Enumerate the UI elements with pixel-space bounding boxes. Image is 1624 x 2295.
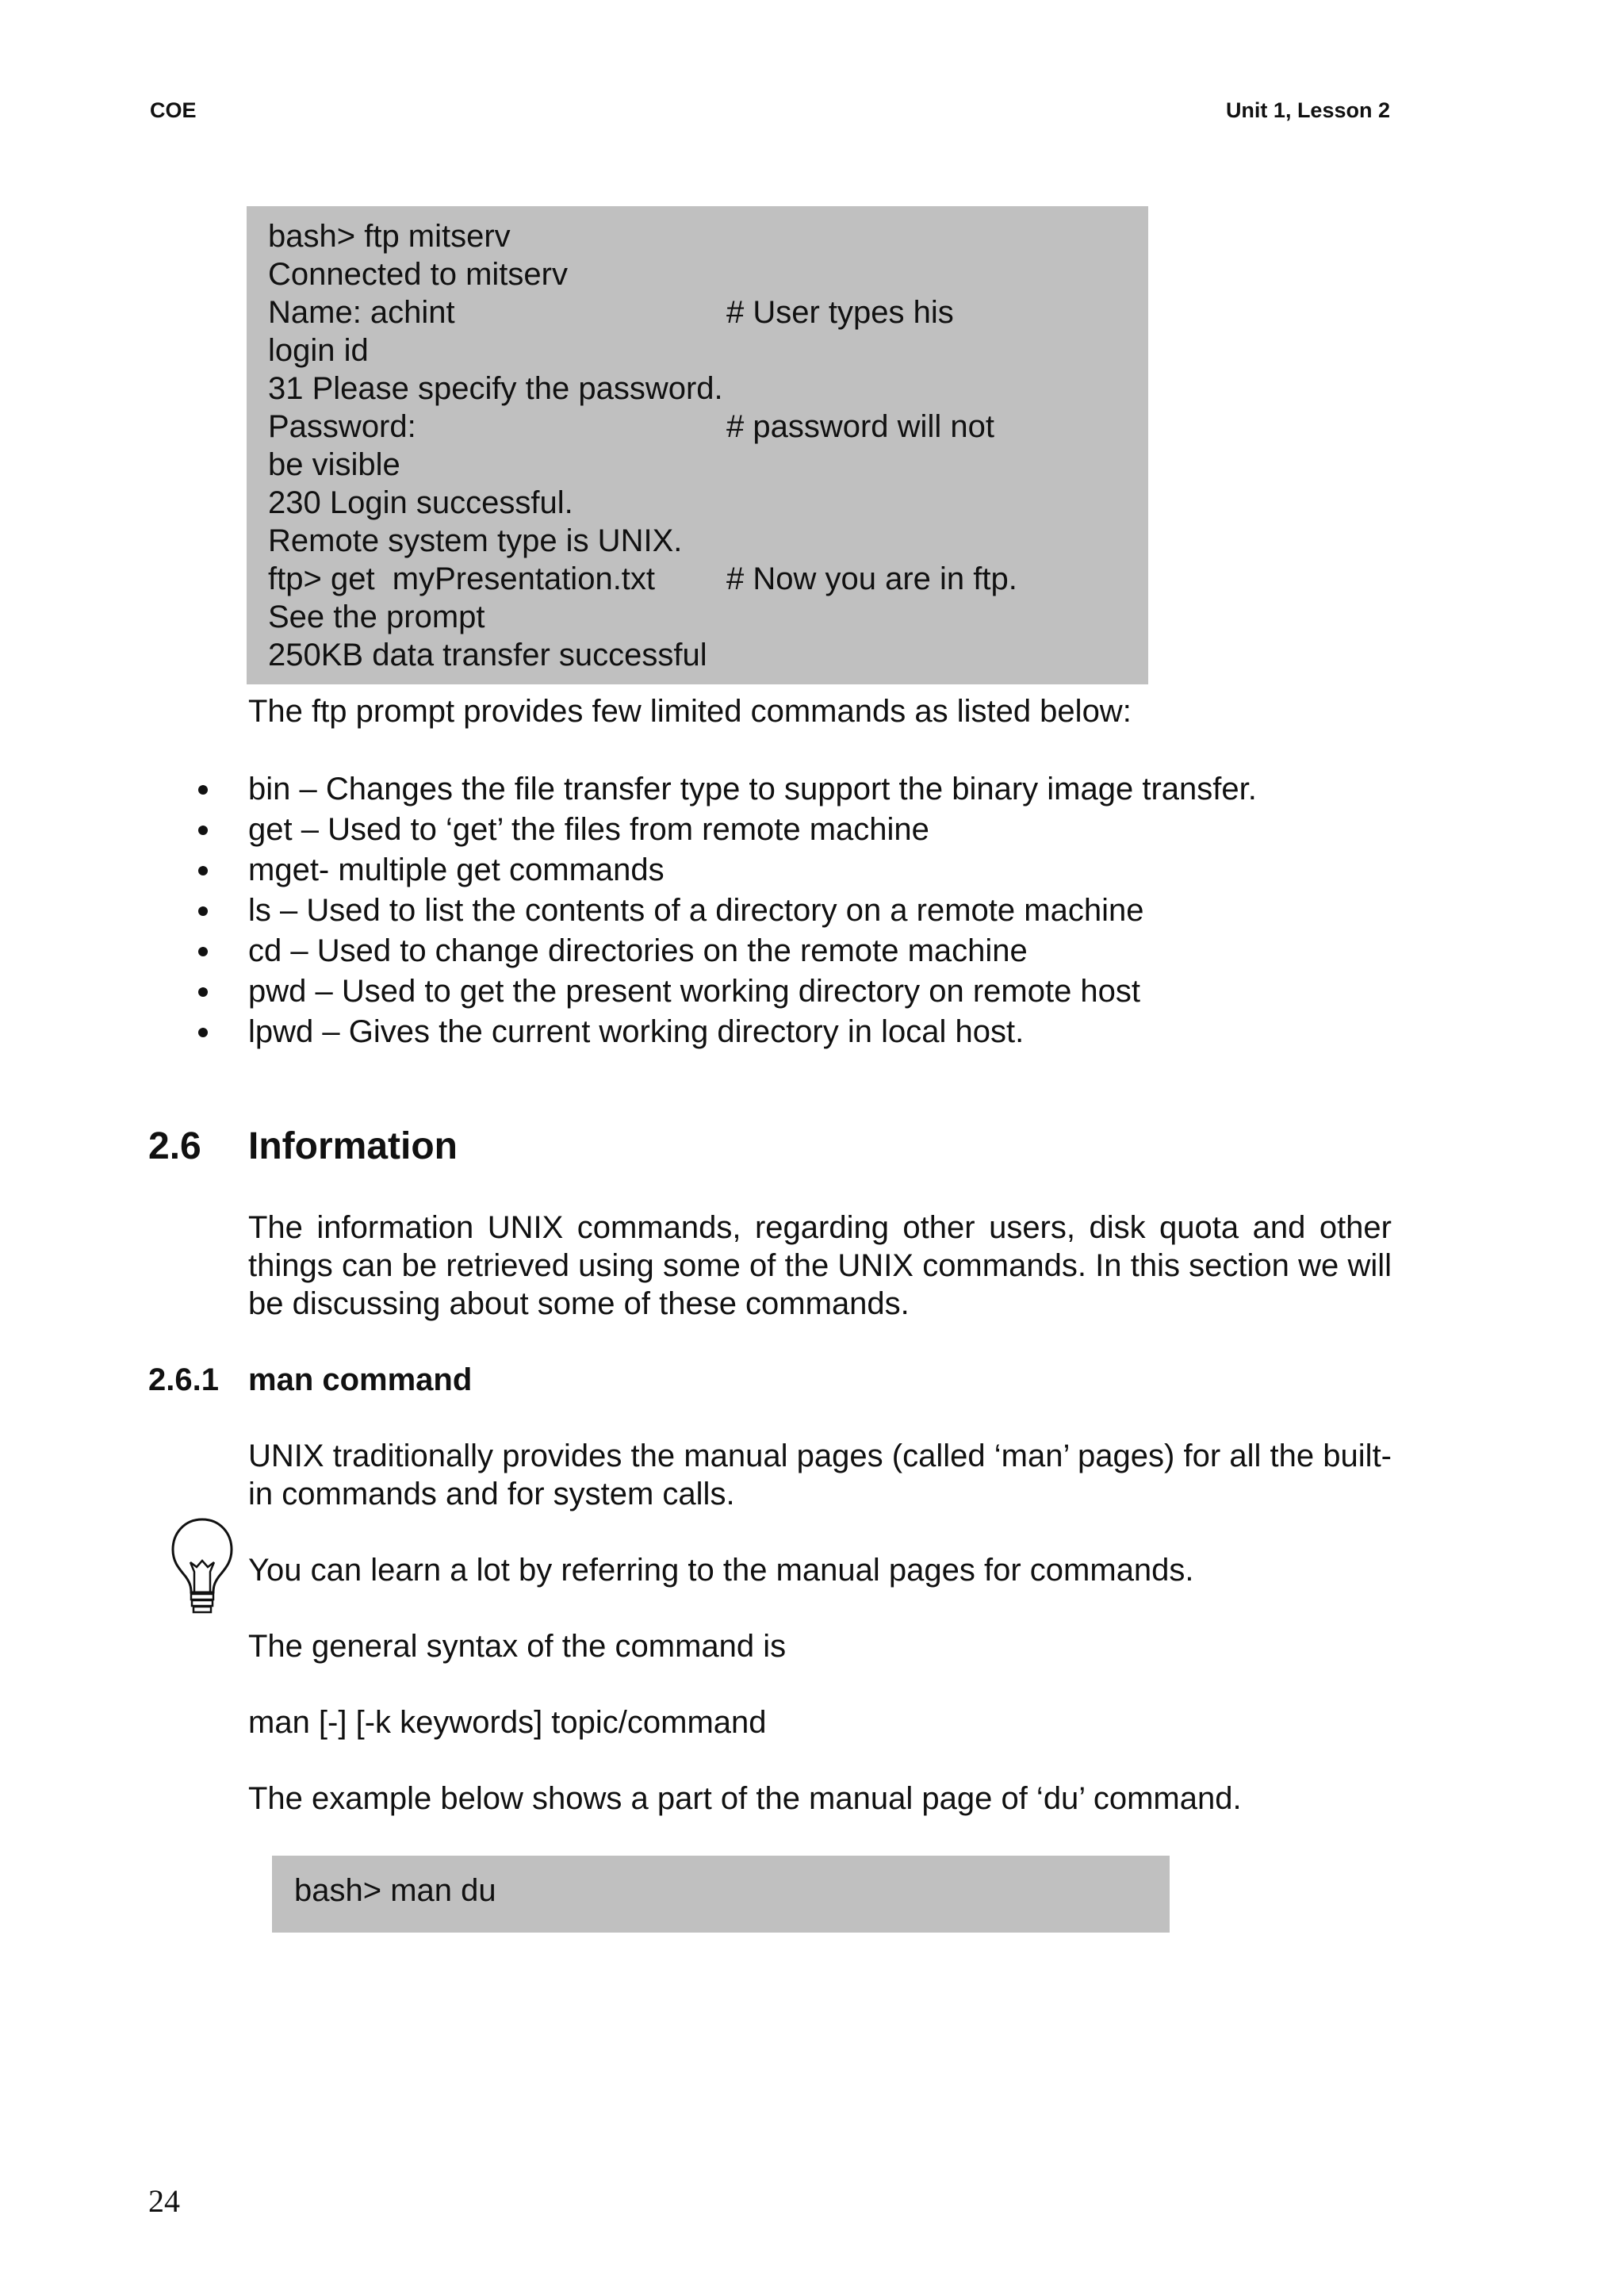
ftp-line-code: 250KB data transfer successful xyxy=(268,638,707,672)
bullet-icon xyxy=(198,906,208,916)
ftp-line xyxy=(268,484,1148,522)
example-intro: The example below shows a part of the manual page of ‘du’ command. xyxy=(248,1781,1242,1816)
ftp-command-item xyxy=(198,850,1257,891)
bullet-icon xyxy=(198,987,208,997)
ftp-line-code: 31 Please specify the password. xyxy=(268,371,723,406)
bullet-icon xyxy=(198,785,208,795)
tip-text: You can learn a lot by referring to the manual pages for commands. xyxy=(248,1553,1194,1588)
ftp-line-code: bash> ftp mitserv xyxy=(268,219,511,254)
ftp-intro-text: The ftp prompt provides few limited commands as listed below: xyxy=(248,694,1132,729)
ftp-command-text: get – Used to ‘get’ the files from remote machine xyxy=(248,812,929,847)
ftp-command-item xyxy=(198,931,1257,971)
man-description: UNIX traditionally provides the manual pages (called ‘man’ pages) for all the built-in commands and for system calls. xyxy=(248,1439,1392,1511)
ftp-line xyxy=(268,408,1148,446)
ftp-command-item xyxy=(198,971,1257,1012)
syntax-line: man [-] [-k keywords] topic/command xyxy=(248,1705,767,1740)
syntax-intro: The general syntax of the command is xyxy=(248,1629,787,1664)
header-right: Unit 1, Lesson 2 xyxy=(1225,98,1390,122)
ftp-line xyxy=(268,331,1148,370)
ftp-line-comment: # Now you are in ftp. xyxy=(726,561,1017,596)
ftp-line-code: See the prompt xyxy=(268,600,485,634)
ftp-line xyxy=(268,636,1148,674)
ftp-line-code: Password: xyxy=(268,409,416,444)
subsection-title: man command xyxy=(248,1362,473,1397)
ftp-line xyxy=(268,370,1148,408)
ftp-line xyxy=(268,560,1148,598)
section-title: Information xyxy=(248,1125,458,1167)
ftp-line xyxy=(268,522,1148,560)
ftp-command-item xyxy=(198,810,1257,850)
header-left: COE xyxy=(150,98,197,122)
man-example-box xyxy=(272,1856,1170,1933)
ftp-command-text: mget- multiple get commands xyxy=(248,852,665,887)
subsection-number: 2.6.1 xyxy=(148,1362,219,1397)
ftp-line-code: be visible xyxy=(268,447,400,482)
ftp-command-text: pwd – Used to get the present working directory on remote host xyxy=(248,974,1141,1009)
ftp-command-list xyxy=(198,769,1257,1052)
ftp-line-code: Connected to mitserv xyxy=(268,257,568,292)
ftp-line-comment: # password will not xyxy=(726,409,994,444)
ftp-command-text: ls – Used to list the contents of a directory on a remote machine xyxy=(248,893,1144,928)
ftp-line-comment: # User types his xyxy=(726,295,954,330)
page-number: 24 xyxy=(148,2183,180,2219)
ftp-command-text: bin – Changes the file transfer type to support the binary image transfer. xyxy=(248,772,1257,807)
ftp-command-item xyxy=(198,1012,1257,1052)
ftp-line xyxy=(268,255,1148,293)
ftp-command-text: cd – Used to change directories on the remote machine xyxy=(248,933,1028,968)
bullet-icon xyxy=(198,1028,208,1037)
man-example-code: bash> man du xyxy=(294,1873,496,1908)
ftp-session-lines xyxy=(268,217,1148,674)
ftp-line-code: Name: achint xyxy=(268,295,455,330)
section-number: 2.6 xyxy=(148,1125,201,1167)
bullet-icon xyxy=(198,866,208,875)
section-intro: The information UNIX commands, regarding other users, disk quota and other things can be retrieved using some of the UNIX commands. In this section we will be discussing about some of these commands. xyxy=(248,1210,1392,1321)
ftp-command-item xyxy=(198,769,1257,810)
ftp-line-code: 230 Login successful. xyxy=(268,485,573,520)
ftp-line xyxy=(268,293,1148,331)
ftp-line xyxy=(268,217,1148,255)
lightbulb-icon xyxy=(168,1516,236,1616)
ftp-command-text: lpwd – Gives the current working directory in local host. xyxy=(248,1014,1025,1049)
ftp-line xyxy=(268,598,1148,636)
bullet-icon xyxy=(198,826,208,835)
ftp-command-item xyxy=(198,891,1257,931)
bullet-icon xyxy=(198,947,208,956)
ftp-line-code: Remote system type is UNIX. xyxy=(268,523,683,558)
ftp-line-code: login id xyxy=(268,333,369,368)
ftp-line-code: ftp> get myPresentation.txt xyxy=(268,561,656,596)
ftp-line xyxy=(268,446,1148,484)
ftp-session-box xyxy=(247,206,1148,684)
